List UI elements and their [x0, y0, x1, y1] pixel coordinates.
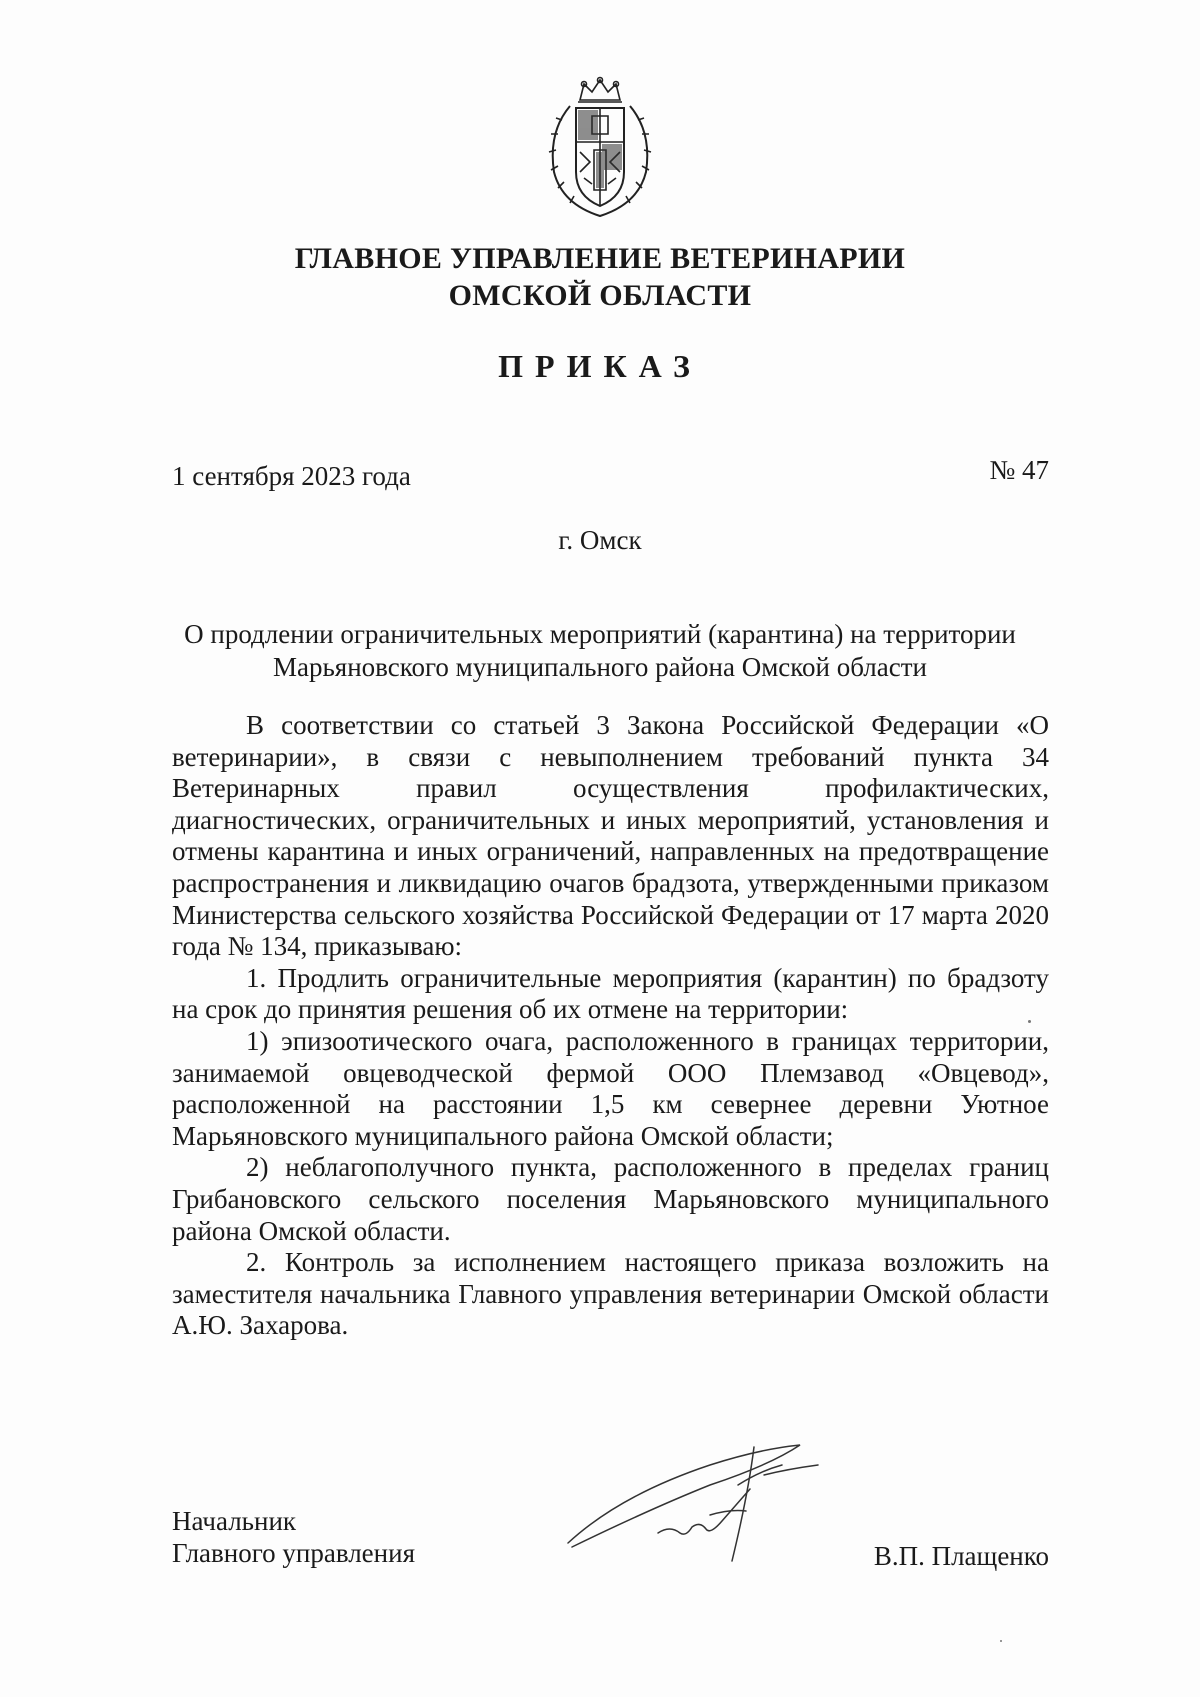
- scan-speck: [1028, 1020, 1031, 1023]
- order-date: 1 сентября 2023 года: [172, 461, 411, 491]
- item-1-paragraph: 1. Продлить ограничительные мероприятия (карантин) по брадзоту на срок до принятия решения об их отмене на территории:: [172, 962, 1049, 1025]
- scan-speck: [1000, 1640, 1002, 1642]
- organization-name-line2: ОМСКОЙ ОБЛАСТИ: [448, 279, 752, 312]
- item-2-paragraph: 2. Контроль за исполнением настоящего приказа возложить на заместителя начальника Главного управления ветеринарии Омской области А.Ю. Захарова.: [172, 1247, 1049, 1341]
- signer-position-line1: Начальник: [172, 1506, 297, 1536]
- organization-name: [0, 240, 1200, 314]
- item-1-1-paragraph: 1) эпизоотического очага, расположенного в границах территории, занимаемой овцеводческой фермой ООО Племзавод «Овцевод», расположенной на расстоянии 1,5 км севернее деревни Уютное Марьяновского муниципального района Омской области;: [172, 1025, 1049, 1151]
- omsk-coat-of-arms-icon: [540, 72, 660, 222]
- order-body: [172, 710, 1049, 1342]
- order-number: № 47: [989, 455, 1049, 485]
- handwritten-signature-icon: [560, 1425, 830, 1575]
- order-subject: [0, 618, 1200, 684]
- signer-position: [172, 1505, 415, 1569]
- preamble-paragraph: В соответствии со статьей 3 Закона Российской Федерации «О ветеринарии», в связи с невыполнением требований пункта 34 Ветеринарных правил осуществления профилактических, диагностических, ограничительных и иных мероприятий, установления и отмены карантина и иных ограничений, направленных на предотвращение распространения и ликвидацию очагов брадзота, утвержденными приказом Министерства сельского хозяйства Российской Федерации от 17 марта 2020 года № 134, приказываю:: [172, 710, 1049, 962]
- item-1-2-paragraph: 2) неблагополучного пункта, расположенного в пределах границ Грибановского сельского поселения Марьяновского муниципального района Омской области.: [172, 1152, 1049, 1246]
- order-city: г. Омск: [558, 525, 642, 555]
- order-subject-line2: Марьяновского муниципального района Омской области: [273, 652, 927, 682]
- order-subject-line1: О продлении ограничительных мероприятий (карантина) на территории: [184, 619, 1016, 649]
- signer-name: В.П. Плащенко: [873, 1541, 1049, 1571]
- signer-position-line2: Главного управления: [172, 1538, 415, 1568]
- organization-name-line1: ГЛАВНОЕ УПРАВЛЕНИЕ ВЕТЕРИНАРИИ: [294, 242, 906, 275]
- document-type-title: ПРИКАЗ: [498, 348, 702, 384]
